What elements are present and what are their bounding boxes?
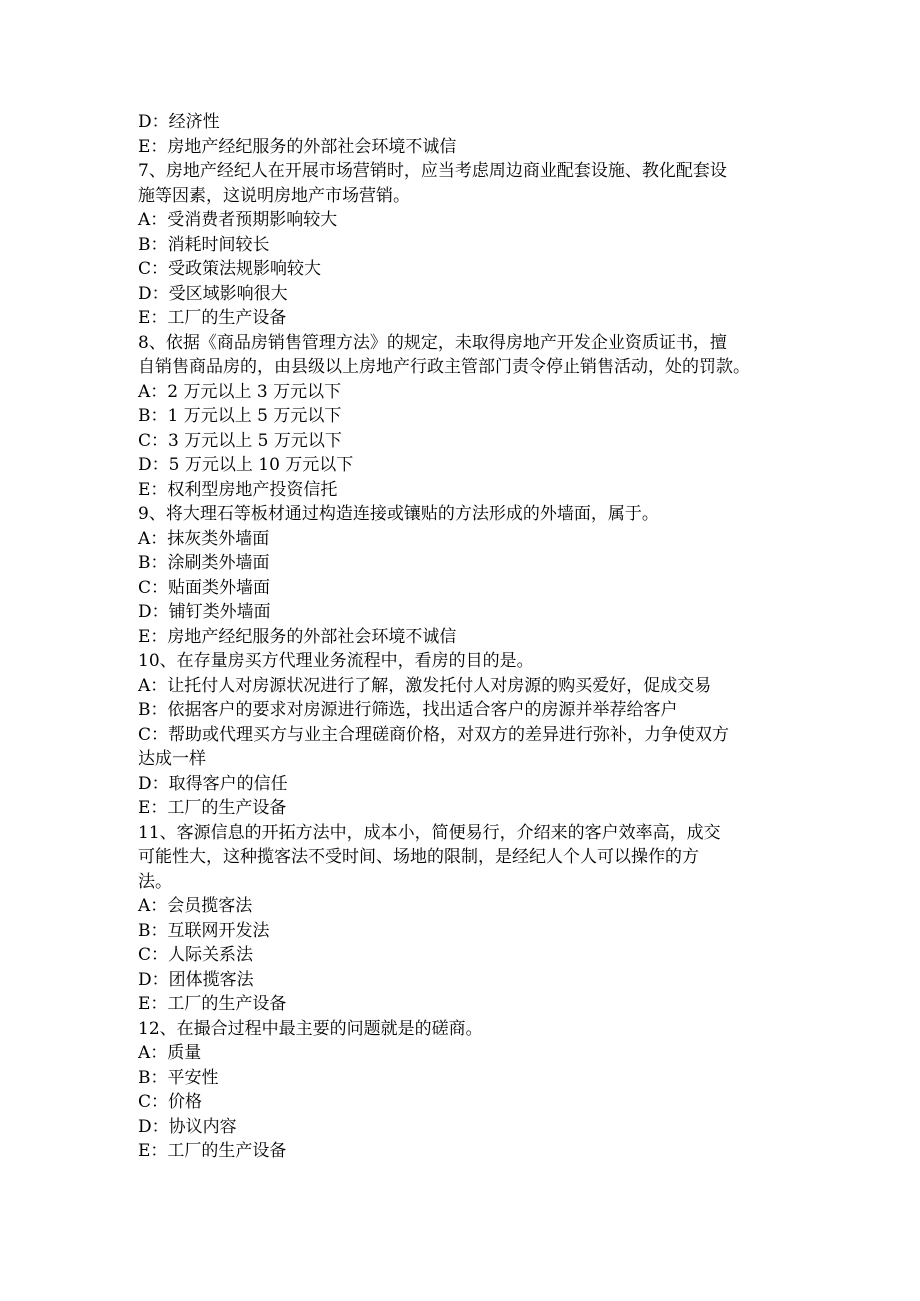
option-line: B：依据客户的要求对房源进行筛选，找出适合客户的房源并举荐给客户 [138, 700, 678, 720]
option-line: E：房地产经纪服务的外部社会环境不诚信 [138, 626, 457, 647]
option-line: A：2 万元以上 3 万元以下 [138, 381, 342, 402]
option-line: D：铺钉类外墙面 [138, 602, 271, 622]
option-line: E：权利型房地产投资信托 [138, 479, 338, 500]
option-line: D：受区域影响很大 [138, 283, 288, 304]
document-page [138, 110, 786, 1164]
question-9: 9、将大理石等板材通过构造连接或镶贴的方法形成的外墙面，属于。 [138, 504, 659, 524]
option-line: E：工厂的生产设备 [138, 308, 287, 328]
option-line: E：房地产经纪服务的外部社会环境不诚信 [138, 136, 457, 157]
option-line: C：受政策法规影响较大 [138, 259, 322, 279]
question-11-line-3: 法。 [138, 871, 172, 892]
question-10: 10、在存量房买方代理业务流程中，看房的目的是。 [138, 651, 534, 671]
question-7-line-1: 7、房地产经纪人在开展市场营销时，应当考虑周边商业配套设施、教化配套设 [138, 161, 727, 181]
option-line: E：工厂的生产设备 [138, 1141, 287, 1161]
option-line: C：贴面类外墙面 [138, 577, 271, 598]
option-line: C：帮助或代理买方与业主合理磋商价格，对双方的差异进行弥补，力争使双方 [138, 724, 730, 745]
question-11-line-1: 11、客源信息的开拓方法中，成本小，简便易行，介绍来的客户效率高，成交 [138, 822, 721, 843]
question-8-line-2: 自销售商品房的，由县级以上房地产行政主管部门责令停止销售活动，处的罚款。 [138, 357, 750, 377]
option-line: B：互联网开发法 [138, 920, 270, 941]
option-line: A：受消费者预期影响较大 [138, 210, 338, 230]
option-line: A：会员揽客法 [138, 896, 253, 916]
option-line: D：协议内容 [138, 1116, 237, 1137]
option-line: E：工厂的生产设备 [138, 994, 287, 1014]
option-line: A：让托付人对房源状况进行了解，激发托付人对房源的购买爱好，促成交易 [138, 675, 712, 696]
option-line: A：质量 [138, 1043, 202, 1063]
option-line: B：消耗时间较长 [138, 234, 270, 255]
option-line: D：团体揽客法 [138, 969, 254, 990]
option-line-continued: 达成一样 [138, 749, 206, 769]
option-line: C：3 万元以上 5 万元以下 [138, 430, 342, 451]
option-line: B：1 万元以上 5 万元以下 [138, 406, 342, 426]
option-line: D：取得客户的信任 [138, 773, 288, 794]
option-line: B：涂刷类外墙面 [138, 553, 270, 573]
option-line: D：经济性 [138, 112, 220, 132]
question-7-line-2: 施等因素，这说明房地产市场营销。 [138, 185, 410, 206]
question-8-line-1: 8、依据《商品房销售管理方法》的规定，未取得房地产开发企业资质证书，擅 [138, 332, 727, 353]
option-line: C：价格 [138, 1092, 203, 1112]
option-line: C：人际关系法 [138, 945, 254, 965]
option-line: E：工厂的生产设备 [138, 798, 287, 818]
option-line: A：抹灰类外墙面 [138, 528, 270, 549]
question-12: 12、在撮合过程中最主要的问题就是的磋商。 [138, 1018, 483, 1039]
question-11-line-2: 可能性大，这种揽客法不受时间、场地的限制，是经纪人个人可以操作的方 [138, 847, 699, 867]
option-line: D：5 万元以上 10 万元以下 [138, 455, 354, 475]
option-line: B：平安性 [138, 1067, 219, 1088]
